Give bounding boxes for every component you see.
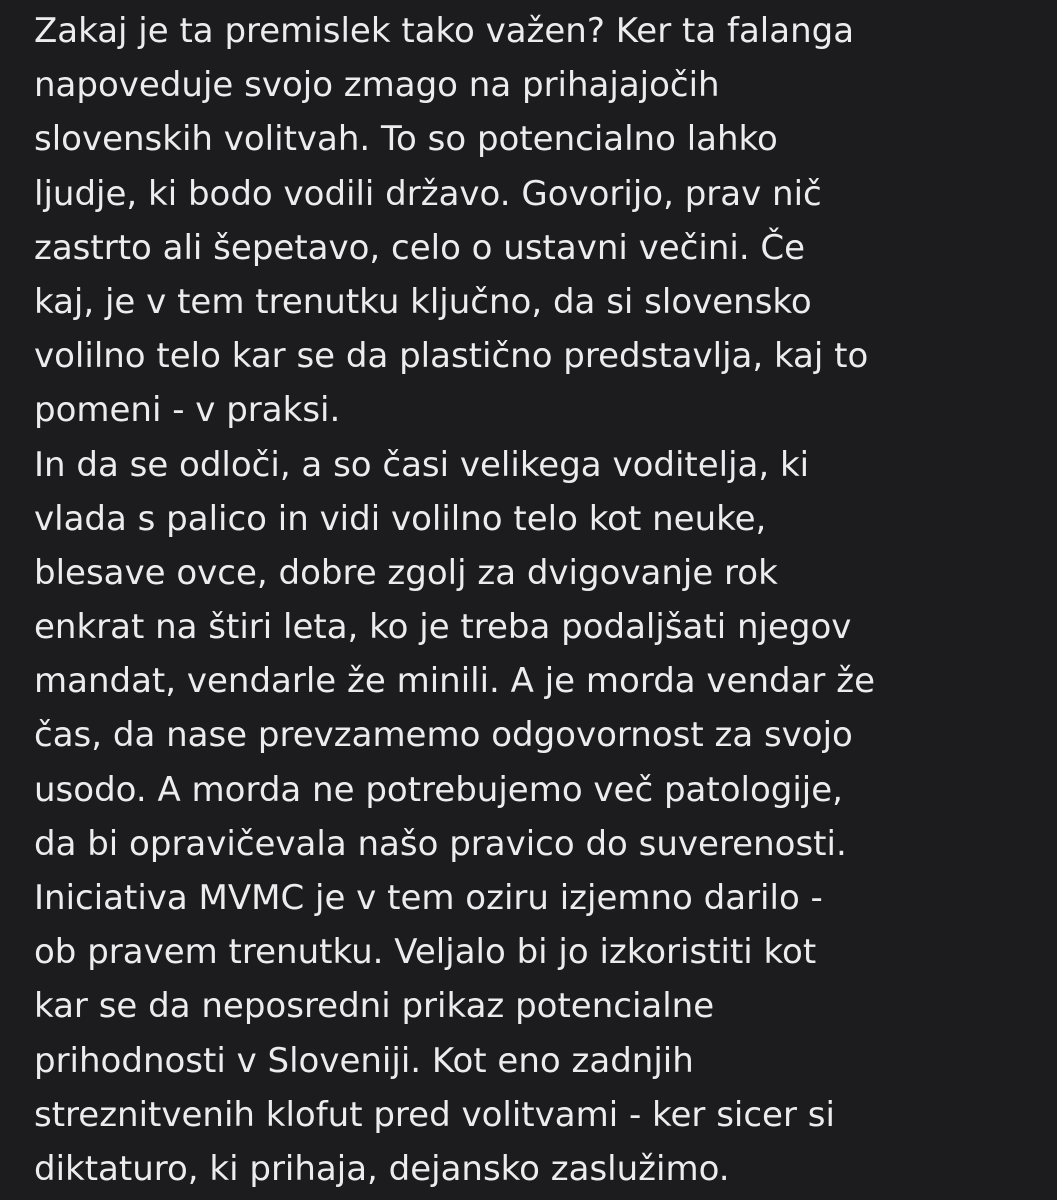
text-line: prihodnosti v Sloveniji. Kot eno zadnjih <box>34 1040 694 1081</box>
text-line: da bi opravičevala našo pravico do suverenosti. <box>34 823 847 864</box>
text-line: ljudje, ki bodo vodili državo. Govorijo, prav nič <box>34 173 822 214</box>
text-line: kaj, je v tem trenutku ključno, da si slovensko <box>34 281 812 322</box>
text-line: mandat, vendarle že minili. A je morda vendar že <box>34 661 875 702</box>
text-line: diktaturo, ki prihaja, dejansko zaslužimo. <box>34 1148 730 1189</box>
text-line: zastrto ali šepetavo, celo o ustavni večini. Če <box>34 227 806 268</box>
text-line: enkrat na štiri leta, ko je treba podaljšati njegov <box>34 607 852 648</box>
text-line: usodo. A morda ne potrebujemo več patologije, <box>34 769 843 810</box>
text-line: streznitvenih klofut pred volitvami - ker sicer si <box>34 1094 835 1135</box>
text-line: volilno telo kar se da plastično predstavlja, kaj to <box>34 336 869 377</box>
text-line: napoveduje svojo zmago na prihajajočih <box>34 65 720 106</box>
text-line: ob pravem trenutku. Veljalo bi jo izkoristiti kot <box>34 932 817 973</box>
text-line: kar se da neposredni prikaz potencialne <box>34 986 715 1027</box>
text-line: blesave ovce, dobre zgolj za dvigovanje rok <box>34 552 778 593</box>
text-line: slovenskih volitvah. To so potencialno lahko <box>34 119 778 160</box>
text-line: Iniciativa MVMC je v tem oziru izjemno darilo - <box>34 878 823 918</box>
text-line: Zakaj je ta premislek tako važen? Ker ta falanga <box>34 11 855 51</box>
text-line: In da se odloči, a so časi velikega voditelja, ki <box>34 444 810 485</box>
text-line: vlada s palico in vidi volilno telo kot neuke, <box>34 498 767 539</box>
text-line: pomeni - v praksi. <box>34 390 341 431</box>
text-line: čas, da nase prevzamemo odgovornost za svojo <box>34 715 853 756</box>
